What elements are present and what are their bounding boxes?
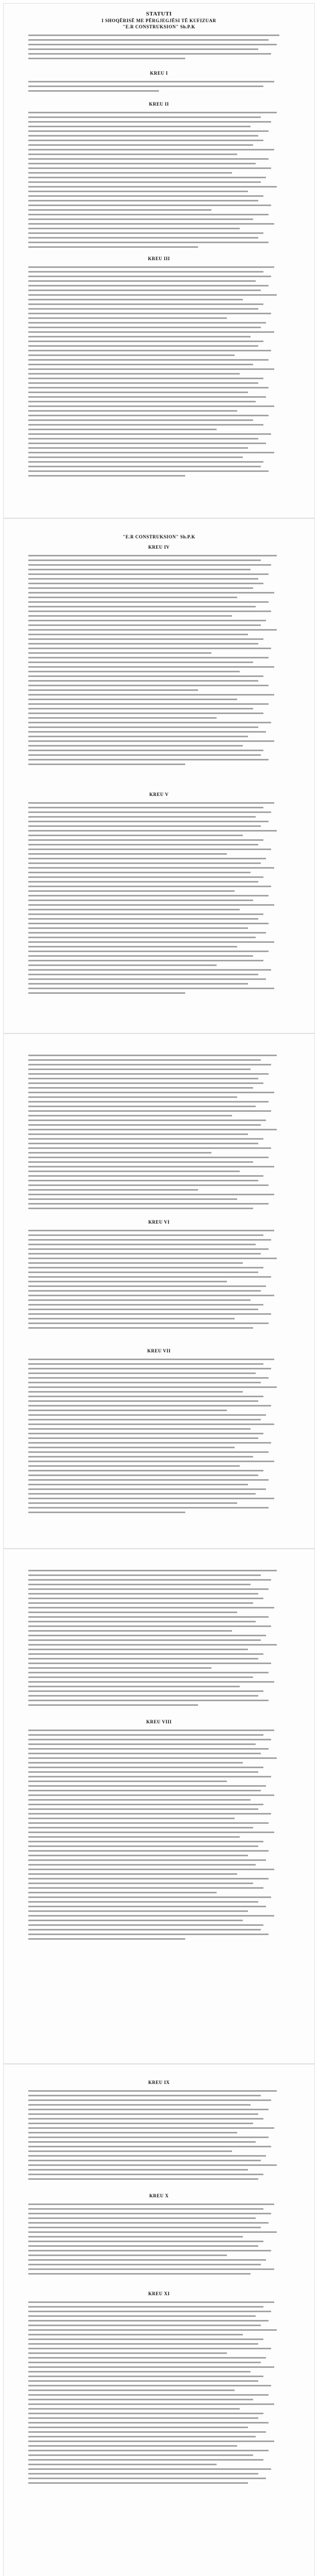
doc-title: STATUTI <box>146 11 172 17</box>
company-name: "E.R CONSTRUKSION" Sh.P.K <box>122 24 195 29</box>
document-page-3 <box>3 1033 315 1549</box>
section-heading: KREU VII <box>147 1348 171 1353</box>
section-heading: KREU IX <box>148 2080 170 2085</box>
document-page-1 <box>3 3 315 518</box>
doc-subtitle: I SHOQËRISË ME PËRGJEGJËSI TË KUFIZUAR <box>101 18 217 23</box>
document-page-4 <box>3 1549 315 2064</box>
section-heading: KREU X <box>149 2193 169 2198</box>
company-name: "E.R CONSTRUKSION" Sh.P.K <box>122 534 195 539</box>
section-heading: KREU III <box>148 256 170 261</box>
section-heading: KREU IV <box>148 545 170 550</box>
section-heading: KREU V <box>149 792 169 797</box>
section-heading: KREU XI <box>148 2291 170 2296</box>
document-page-2 <box>3 518 315 1033</box>
section-heading: KREU I <box>150 71 168 76</box>
section-heading: KREU VI <box>148 1219 170 1225</box>
document-page-5 <box>3 2064 315 2576</box>
section-heading: KREU VIII <box>146 1719 172 1724</box>
section-heading: KREU II <box>149 101 169 107</box>
